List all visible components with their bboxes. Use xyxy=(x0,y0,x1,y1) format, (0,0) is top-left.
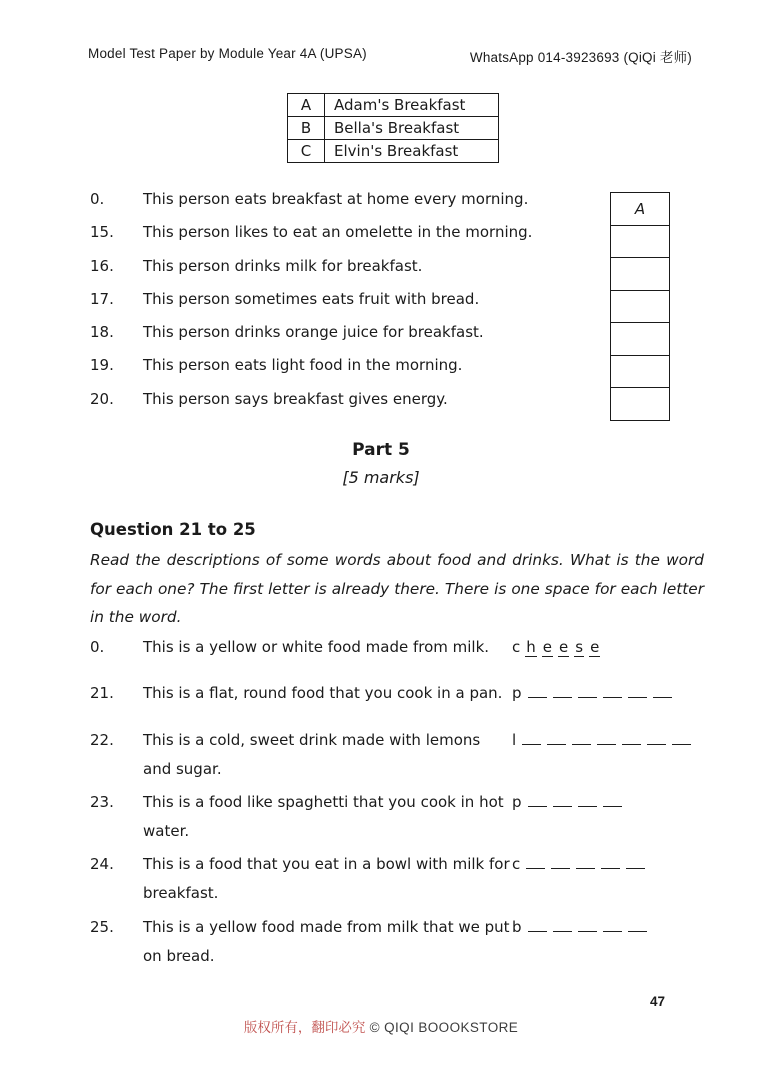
answer-box: A xyxy=(611,193,669,226)
question-text: This is a yellow or white food made from milk. xyxy=(143,638,490,656)
matching-question-row xyxy=(90,190,590,223)
answer-box xyxy=(611,323,669,356)
answer-filled-letter: e xyxy=(559,638,569,656)
answer-blanks xyxy=(512,913,647,942)
question-text: This person likes to eat an omelette in the morning. xyxy=(143,223,533,242)
answer-first-letter: c xyxy=(512,855,521,873)
question-text: This is a cold, sweet drink made with lemons and sugar. xyxy=(143,731,481,778)
option-label: Elvin's Breakfast xyxy=(325,140,499,163)
matching-question-list xyxy=(90,190,590,423)
answer-blanks xyxy=(512,726,691,755)
answer-blank-line xyxy=(551,855,570,869)
answer-box xyxy=(611,388,669,420)
question-text: This person drinks orange juice for breakfast. xyxy=(143,323,484,342)
answer-box xyxy=(611,258,669,291)
question-number: 23. xyxy=(90,793,114,811)
question-number: 25. xyxy=(90,918,114,936)
option-key: A xyxy=(288,94,325,117)
answer-box xyxy=(611,291,669,324)
answer-box-column xyxy=(610,192,670,421)
question-text: This is a yellow food made from milk that we put on bread. xyxy=(143,918,510,965)
answer-blank-line xyxy=(578,684,597,698)
question-text: This person says breakfast gives energy. xyxy=(143,389,448,408)
question-text: This is a flat, round food that you cook in a pan. xyxy=(143,684,503,702)
answer-first-letter: b xyxy=(512,918,522,936)
part-title: Part 5 xyxy=(352,440,410,460)
answer-first-letter: p xyxy=(512,684,522,702)
table-row xyxy=(288,94,499,117)
matching-question-row xyxy=(90,323,590,356)
question-text: This person eats breakfast at home every morning. xyxy=(143,190,529,208)
answer-blank-line xyxy=(576,855,595,869)
question-text: This person eats light food in the morning. xyxy=(143,356,463,375)
answer-filled-letter: e xyxy=(542,638,552,656)
answer-box xyxy=(611,356,669,389)
question-number: 15. xyxy=(90,223,114,242)
answer-blank-line xyxy=(628,918,647,932)
answer-blank-line xyxy=(528,793,547,807)
matching-question-row xyxy=(90,356,590,389)
answer-blank-line xyxy=(578,793,597,807)
answer-blank-line xyxy=(603,918,622,932)
answer-blank-line xyxy=(672,731,691,745)
answer-first-letter: p xyxy=(512,793,522,811)
header-whatsapp-contact: WhatsApp 014-3923693 (QiQi 老师) xyxy=(469,50,692,65)
question-number: 21. xyxy=(90,684,114,702)
page-number: 47 xyxy=(650,994,666,1009)
question-number: 17. xyxy=(90,289,114,308)
question-text: This person sometimes eats fruit with bread. xyxy=(143,289,480,308)
question-number: 16. xyxy=(90,256,114,275)
question-number: 20. xyxy=(90,389,114,408)
matching-question-row xyxy=(90,390,590,423)
option-label: Adam's Breakfast xyxy=(325,94,499,117)
question-number: 19. xyxy=(90,356,114,375)
matching-question-row xyxy=(90,223,590,256)
answer-first-letter: c xyxy=(512,638,521,656)
answer-blank-line xyxy=(628,684,647,698)
answer-blanks xyxy=(512,633,600,662)
copyright-chinese-text: 版权所有，翻印必究 xyxy=(243,1020,370,1036)
answer-blank-line xyxy=(626,855,645,869)
answer-blanks xyxy=(512,679,672,708)
question-range-heading: Question 21 to 25 xyxy=(90,520,256,539)
answer-filled-letter: s xyxy=(575,638,584,656)
answer-blank-line xyxy=(553,684,572,698)
question-number: 22. xyxy=(90,731,114,749)
question-number: 0. xyxy=(90,638,105,656)
copyright-store-name: © QIQI BOOOKSTORE xyxy=(369,1020,519,1035)
answer-blank-line xyxy=(603,684,622,698)
option-key: C xyxy=(288,140,325,163)
answer-blank-line xyxy=(553,918,572,932)
part-marks: [5 marks] xyxy=(342,468,420,487)
matching-question-row xyxy=(90,257,590,290)
breakfast-options-table xyxy=(287,93,499,163)
answer-blank-line xyxy=(528,684,547,698)
table-row xyxy=(288,140,499,163)
instructions-text: Read the descriptions of some words about food and drinks. What is the word for each one? The first letter is already there. There is one space for each letter in the word. xyxy=(90,551,704,626)
question-number: 0. xyxy=(90,190,105,208)
answer-box xyxy=(611,226,669,259)
question-text: This is a food that you eat in a bowl with milk for breakfast. xyxy=(143,855,510,902)
answer-blank-line xyxy=(526,855,545,869)
question-number: 18. xyxy=(90,323,114,342)
answer-first-letter: l xyxy=(512,731,517,749)
question-number: 24. xyxy=(90,855,114,873)
answer-blank-line xyxy=(528,918,547,932)
answer-blank-line xyxy=(553,793,572,807)
answer-filled-letter: e xyxy=(590,638,600,656)
question-text: This person drinks milk for breakfast. xyxy=(143,256,423,275)
answer-blank-line xyxy=(603,793,622,807)
answer-blank-line xyxy=(622,731,641,745)
table-row xyxy=(288,117,499,140)
answer-filled-letter: h xyxy=(526,638,536,656)
answer-blank-line xyxy=(522,731,541,745)
answer-blank-line xyxy=(647,731,666,745)
answer-blanks xyxy=(512,788,622,817)
answer-blank-line xyxy=(597,731,616,745)
answer-blank-line xyxy=(572,731,591,745)
answer-blanks xyxy=(512,850,645,879)
answer-blank-line xyxy=(578,918,597,932)
answer-blank-line xyxy=(547,731,566,745)
option-label: Bella's Breakfast xyxy=(325,117,499,140)
footer-copyright xyxy=(0,1016,762,1036)
option-key: B xyxy=(288,117,325,140)
header-paper-title: Model Test Paper by Module Year 4A (UPSA) xyxy=(88,46,367,61)
matching-question-row xyxy=(90,290,590,323)
answer-blank-line xyxy=(601,855,620,869)
question-text: This is a food like spaghetti that you cook in hot water. xyxy=(143,793,504,840)
answer-blank-line xyxy=(653,684,672,698)
